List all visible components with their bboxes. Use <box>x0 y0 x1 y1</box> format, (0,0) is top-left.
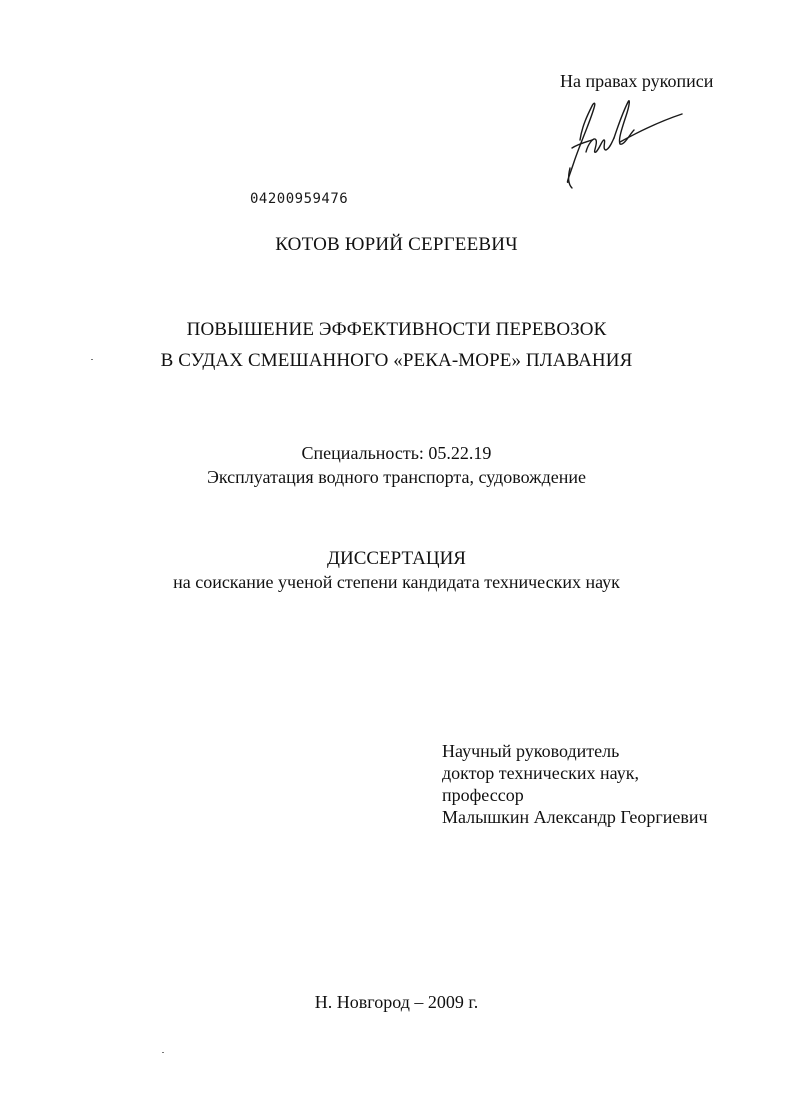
rights-note: На правах рукописи <box>560 71 714 91</box>
place-and-year: Н. Новгород – 2009 г. <box>314 992 479 1012</box>
title-line-1: ПОВЫШЕНИЕ ЭФФЕКТИВНОСТИ ПЕРЕВОЗОК <box>186 319 607 340</box>
supervisor-role: Научный руководитель <box>442 741 620 761</box>
author-name: КОТОВ ЮРИЙ СЕРГЕЕВИЧ <box>275 234 518 255</box>
supervisor-name: Малышкин Александр Георгиевич <box>442 807 708 827</box>
supervisor-block <box>442 740 708 828</box>
supervisor-degree: доктор технических наук, <box>442 763 639 783</box>
dissertation-heading: ДИССЕРТАЦИЯ <box>327 548 466 569</box>
scan-speck <box>91 359 93 360</box>
dissertation-purpose: на соискание ученой степени кандидата технических наук <box>173 572 620 592</box>
registration-number: 04200959476 <box>250 191 349 207</box>
supervisor-rank: профессор <box>442 785 524 805</box>
specialty-code: Специальность: 05.22.19 <box>301 443 492 463</box>
handwritten-signature <box>558 96 698 192</box>
specialty-name: Эксплуатация водного транспорта, судовождение <box>207 467 586 487</box>
title-line-2: В СУДАХ СМЕШАННОГО «РЕКА-МОРЕ» ПЛАВАНИЯ <box>160 350 633 371</box>
scan-speck <box>162 1052 164 1053</box>
